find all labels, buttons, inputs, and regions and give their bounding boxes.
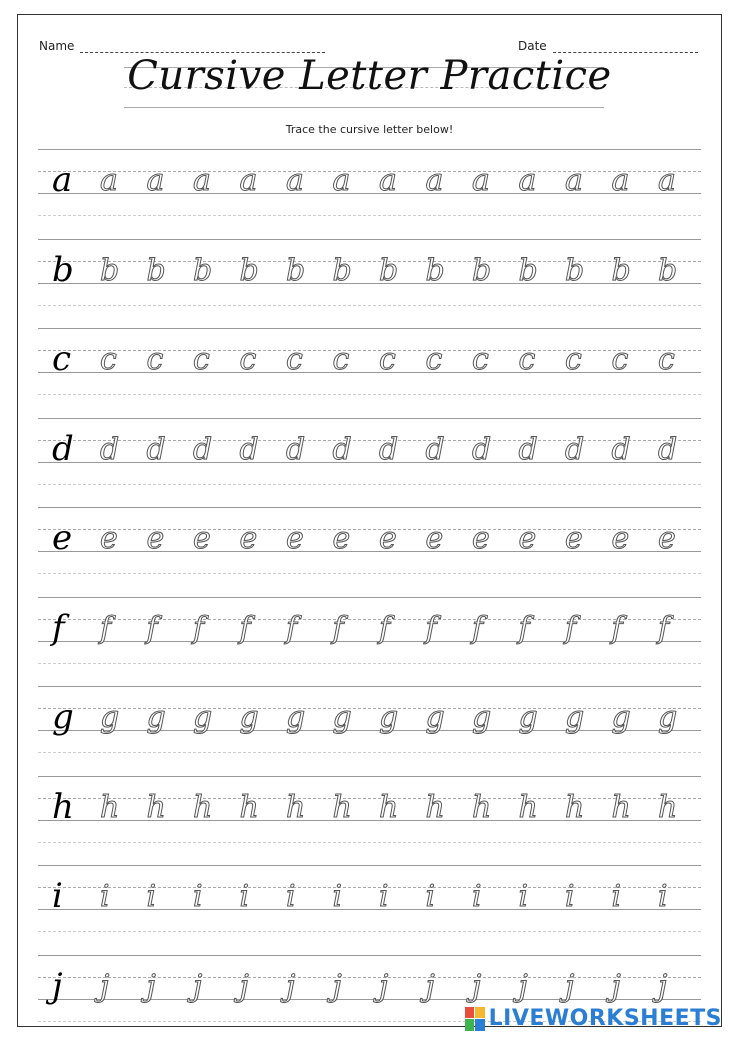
trace-letter[interactable]: a xyxy=(472,163,490,198)
trace-letter[interactable]: d xyxy=(379,431,399,467)
date-label: Date xyxy=(518,39,547,53)
liveworksheets-logo-icon xyxy=(465,1007,485,1031)
practice-row xyxy=(18,776,721,866)
trace-letter[interactable]: i xyxy=(658,879,668,914)
trace-letter[interactable]: f xyxy=(146,610,158,646)
guide-line-bot xyxy=(38,573,701,574)
guide-line-base xyxy=(38,462,701,463)
page-title: Cursive Letter Practice xyxy=(127,53,612,99)
trace-letter[interactable]: h xyxy=(611,789,631,825)
model-letter: g xyxy=(52,697,74,737)
name-label: Name xyxy=(39,39,75,53)
guide-line-bot xyxy=(38,842,701,843)
trace-letter[interactable]: i xyxy=(565,879,575,914)
trace-letter[interactable]: f xyxy=(611,610,623,646)
guide-line-bot xyxy=(38,215,701,216)
practice-row xyxy=(18,597,721,687)
trace-letter[interactable]: d xyxy=(100,431,120,467)
trace-letter[interactable]: g xyxy=(425,700,445,735)
guide-line-base xyxy=(38,999,701,1000)
guide-line-top xyxy=(38,239,701,240)
trace-letter[interactable]: f xyxy=(100,610,112,646)
trace-letter[interactable]: j xyxy=(425,968,435,1004)
trace-letter[interactable]: a xyxy=(425,163,444,198)
trace-letter[interactable]: e xyxy=(239,521,258,556)
trace-letter[interactable]: a xyxy=(565,163,583,198)
guide-line-bot xyxy=(38,305,701,306)
trace-letter[interactable]: c xyxy=(146,342,164,377)
model-letter: b xyxy=(52,249,74,290)
trace-letter[interactable]: a xyxy=(332,163,351,198)
trace-letter[interactable]: c xyxy=(425,342,443,377)
trace-letter[interactable]: i xyxy=(518,879,529,914)
trace-letter[interactable]: g xyxy=(518,700,538,735)
trace-letter[interactable]: j xyxy=(658,968,668,1004)
trace-letter[interactable]: g xyxy=(472,700,492,735)
trace-letter[interactable]: d xyxy=(332,431,352,467)
trace-letter[interactable]: a xyxy=(286,163,304,198)
trace-letter[interactable]: g xyxy=(332,700,352,735)
model-letter: h xyxy=(52,786,74,827)
trace-letter[interactable]: h xyxy=(286,789,306,825)
trace-letter[interactable]: i xyxy=(332,879,343,914)
trace-letter[interactable]: g xyxy=(379,700,399,735)
trace-letter[interactable]: j xyxy=(286,968,296,1004)
trace-letter[interactable]: f xyxy=(425,610,437,646)
model-letter: d xyxy=(52,428,74,469)
trace-letter[interactable]: e xyxy=(565,521,583,556)
trace-letter[interactable]: f xyxy=(658,610,670,646)
practice-row xyxy=(18,239,721,329)
trace-letter[interactable]: a xyxy=(146,163,165,198)
trace-letter[interactable]: f xyxy=(472,610,484,646)
guide-line-base xyxy=(38,909,701,910)
trace-letter[interactable]: b xyxy=(332,252,352,288)
guide-line-top xyxy=(38,328,701,329)
model-letter: j xyxy=(52,965,63,1006)
trace-letter[interactable]: a xyxy=(193,163,211,198)
trace-letter[interactable]: b xyxy=(193,252,213,288)
trace-letter[interactable]: a xyxy=(611,163,630,198)
guide-line-top xyxy=(38,865,701,866)
trace-letter[interactable]: e xyxy=(286,521,304,556)
trace-letter[interactable]: g xyxy=(286,700,306,735)
trace-letter[interactable]: c xyxy=(379,342,396,377)
guide-line-top xyxy=(38,686,701,687)
trace-letter[interactable]: g xyxy=(565,700,585,735)
practice-row xyxy=(18,955,721,1045)
trace-letter[interactable]: h xyxy=(518,789,538,825)
trace-letter[interactable]: c xyxy=(193,342,210,377)
trace-letter[interactable]: j xyxy=(332,968,342,1004)
guide-line-top xyxy=(38,149,701,150)
watermark-text: LIVEWORKSHEETS xyxy=(488,1006,722,1031)
trace-letter[interactable]: h xyxy=(472,789,492,825)
guide-line-mid xyxy=(38,529,701,530)
trace-letter[interactable]: f xyxy=(286,610,298,646)
trace-letter[interactable]: i xyxy=(193,879,203,914)
trace-letter[interactable]: j xyxy=(146,968,156,1004)
trace-letter[interactable]: g xyxy=(239,700,259,735)
practice-row xyxy=(18,328,721,418)
trace-letter[interactable]: c xyxy=(472,342,489,377)
trace-letter[interactable]: h xyxy=(658,789,678,825)
trace-letter[interactable]: e xyxy=(611,521,630,556)
guide-line-bot xyxy=(38,484,701,485)
trace-letter[interactable]: h xyxy=(146,789,166,825)
trace-letter[interactable]: a xyxy=(518,163,537,198)
practice-row xyxy=(18,149,721,239)
model-letter: i xyxy=(52,876,63,916)
guide-line-bot xyxy=(38,752,701,753)
trace-letter[interactable]: b xyxy=(658,252,678,288)
trace-letter[interactable]: j xyxy=(193,968,203,1004)
trace-letter[interactable]: e xyxy=(193,521,211,556)
trace-letter[interactable]: e xyxy=(100,521,118,556)
trace-letter[interactable]: j xyxy=(611,968,621,1004)
practice-row xyxy=(18,865,721,955)
guide-line-base xyxy=(38,372,701,373)
trace-letter[interactable]: j xyxy=(565,968,575,1004)
trace-letter[interactable]: i xyxy=(286,879,296,914)
guide-line-top xyxy=(38,955,701,956)
trace-letter[interactable]: i xyxy=(146,879,157,914)
trace-letter[interactable]: j xyxy=(472,968,482,1004)
trace-letter[interactable]: e xyxy=(332,521,351,556)
guide-line-mid xyxy=(38,350,701,351)
trace-letter[interactable]: f xyxy=(332,610,344,646)
trace-letter[interactable]: e xyxy=(472,521,490,556)
trace-letter[interactable]: a xyxy=(100,163,118,198)
guide-line-top xyxy=(38,597,701,598)
trace-letter[interactable]: d xyxy=(286,431,306,467)
trace-letter[interactable]: h xyxy=(239,789,259,825)
logo-square xyxy=(465,1019,475,1031)
trace-letter[interactable]: g xyxy=(611,700,631,735)
trace-letter[interactable]: c xyxy=(611,342,629,377)
guide-line-mid xyxy=(38,440,701,441)
guide-line-base xyxy=(38,820,701,821)
practice-row xyxy=(18,418,721,508)
guide-line-base xyxy=(38,641,701,642)
trace-letter[interactable]: d xyxy=(658,431,678,467)
model-letter: f xyxy=(52,607,65,648)
trace-letter[interactable]: c xyxy=(100,342,117,377)
trace-letter[interactable]: b xyxy=(565,252,585,288)
trace-letter[interactable]: a xyxy=(658,163,676,198)
guide-line-top xyxy=(38,507,701,508)
trace-letter[interactable]: c xyxy=(518,342,536,377)
trace-letter[interactable]: d xyxy=(193,431,213,467)
trace-letter[interactable]: g xyxy=(146,700,166,735)
trace-letter[interactable]: h xyxy=(379,789,399,825)
liveworksheets-watermark xyxy=(465,1006,722,1031)
practice-row xyxy=(18,507,721,597)
trace-letter[interactable]: c xyxy=(565,342,582,377)
trace-letter[interactable]: h xyxy=(332,789,352,825)
trace-letter[interactable]: c xyxy=(286,342,303,377)
trace-letter[interactable]: i xyxy=(100,879,110,914)
trace-letter[interactable]: i xyxy=(239,879,250,914)
trace-letter[interactable]: d xyxy=(565,431,585,467)
trace-letter[interactable]: d xyxy=(425,431,445,467)
trace-letter[interactable]: g xyxy=(100,700,120,735)
trace-letter[interactable]: e xyxy=(518,521,537,556)
trace-letter[interactable]: h xyxy=(100,789,120,825)
trace-letter[interactable]: b xyxy=(239,252,259,288)
trace-letter[interactable]: d xyxy=(239,431,259,467)
guide-line-mid xyxy=(38,708,701,709)
trace-letter[interactable]: a xyxy=(379,163,397,198)
trace-letter[interactable]: f xyxy=(239,610,251,646)
trace-letter[interactable]: h xyxy=(425,789,445,825)
trace-letter[interactable]: f xyxy=(379,610,391,646)
model-letter: e xyxy=(52,518,73,558)
guide-line-base xyxy=(38,193,701,194)
trace-letter[interactable]: f xyxy=(193,610,205,646)
trace-letter[interactable]: c xyxy=(332,342,350,377)
trace-letter[interactable]: b xyxy=(518,252,538,288)
trace-letter[interactable]: j xyxy=(518,968,528,1004)
trace-letter[interactable]: e xyxy=(379,521,397,556)
trace-letter[interactable]: a xyxy=(239,163,258,198)
trace-letter[interactable]: f xyxy=(518,610,530,646)
guide-line-mid xyxy=(38,261,701,262)
trace-letter[interactable]: i xyxy=(379,879,389,914)
logo-square xyxy=(475,1007,485,1019)
trace-letter[interactable]: b xyxy=(425,252,445,288)
guide-line-mid xyxy=(38,619,701,620)
worksheet-page xyxy=(17,14,722,1027)
trace-letter[interactable]: b xyxy=(472,252,492,288)
trace-letter[interactable]: d xyxy=(518,431,538,467)
title-guide-base xyxy=(124,107,604,108)
trace-letter[interactable]: e xyxy=(146,521,165,556)
trace-letter[interactable]: h xyxy=(193,789,213,825)
guide-line-mid xyxy=(38,171,701,172)
guide-line-bot xyxy=(38,663,701,664)
trace-letter[interactable]: i xyxy=(425,879,436,914)
trace-letter[interactable]: g xyxy=(193,700,213,735)
logo-square xyxy=(465,1007,475,1019)
guide-line-bot xyxy=(38,931,701,932)
guide-line-bot xyxy=(38,394,701,395)
guide-line-top xyxy=(38,776,701,777)
trace-letter[interactable]: b xyxy=(611,252,631,288)
trace-letter[interactable]: i xyxy=(472,879,482,914)
guide-line-mid xyxy=(38,887,701,888)
instructions: Trace the cursive letter below! xyxy=(285,123,454,136)
trace-letter[interactable]: i xyxy=(611,879,622,914)
trace-letter[interactable]: b xyxy=(379,252,399,288)
guide-line-base xyxy=(38,283,701,284)
trace-letter[interactable]: b xyxy=(146,252,166,288)
trace-letter[interactable]: e xyxy=(658,521,676,556)
trace-letter[interactable]: d xyxy=(146,431,166,467)
trace-letter[interactable]: h xyxy=(565,789,585,825)
trace-letter[interactable]: b xyxy=(100,252,120,288)
trace-letter[interactable]: j xyxy=(379,968,389,1004)
trace-letter[interactable]: c xyxy=(658,342,675,377)
guide-line-base xyxy=(38,551,701,552)
trace-letter[interactable]: f xyxy=(565,610,577,646)
trace-letter[interactable]: j xyxy=(239,968,249,1004)
guide-line-top xyxy=(38,418,701,419)
practice-row xyxy=(18,686,721,776)
trace-letter[interactable]: j xyxy=(100,968,110,1004)
trace-letter[interactable]: d xyxy=(611,431,631,467)
guide-line-base xyxy=(38,730,701,731)
model-letter: a xyxy=(52,160,73,200)
guide-line-mid xyxy=(38,798,701,799)
logo-square xyxy=(475,1019,485,1031)
model-letter: c xyxy=(52,339,72,379)
trace-letter[interactable]: e xyxy=(425,521,444,556)
trace-letter[interactable]: d xyxy=(472,431,492,467)
trace-letter[interactable]: b xyxy=(286,252,306,288)
trace-letter[interactable]: c xyxy=(239,342,257,377)
guide-line-mid xyxy=(38,977,701,978)
trace-letter[interactable]: g xyxy=(658,700,678,735)
